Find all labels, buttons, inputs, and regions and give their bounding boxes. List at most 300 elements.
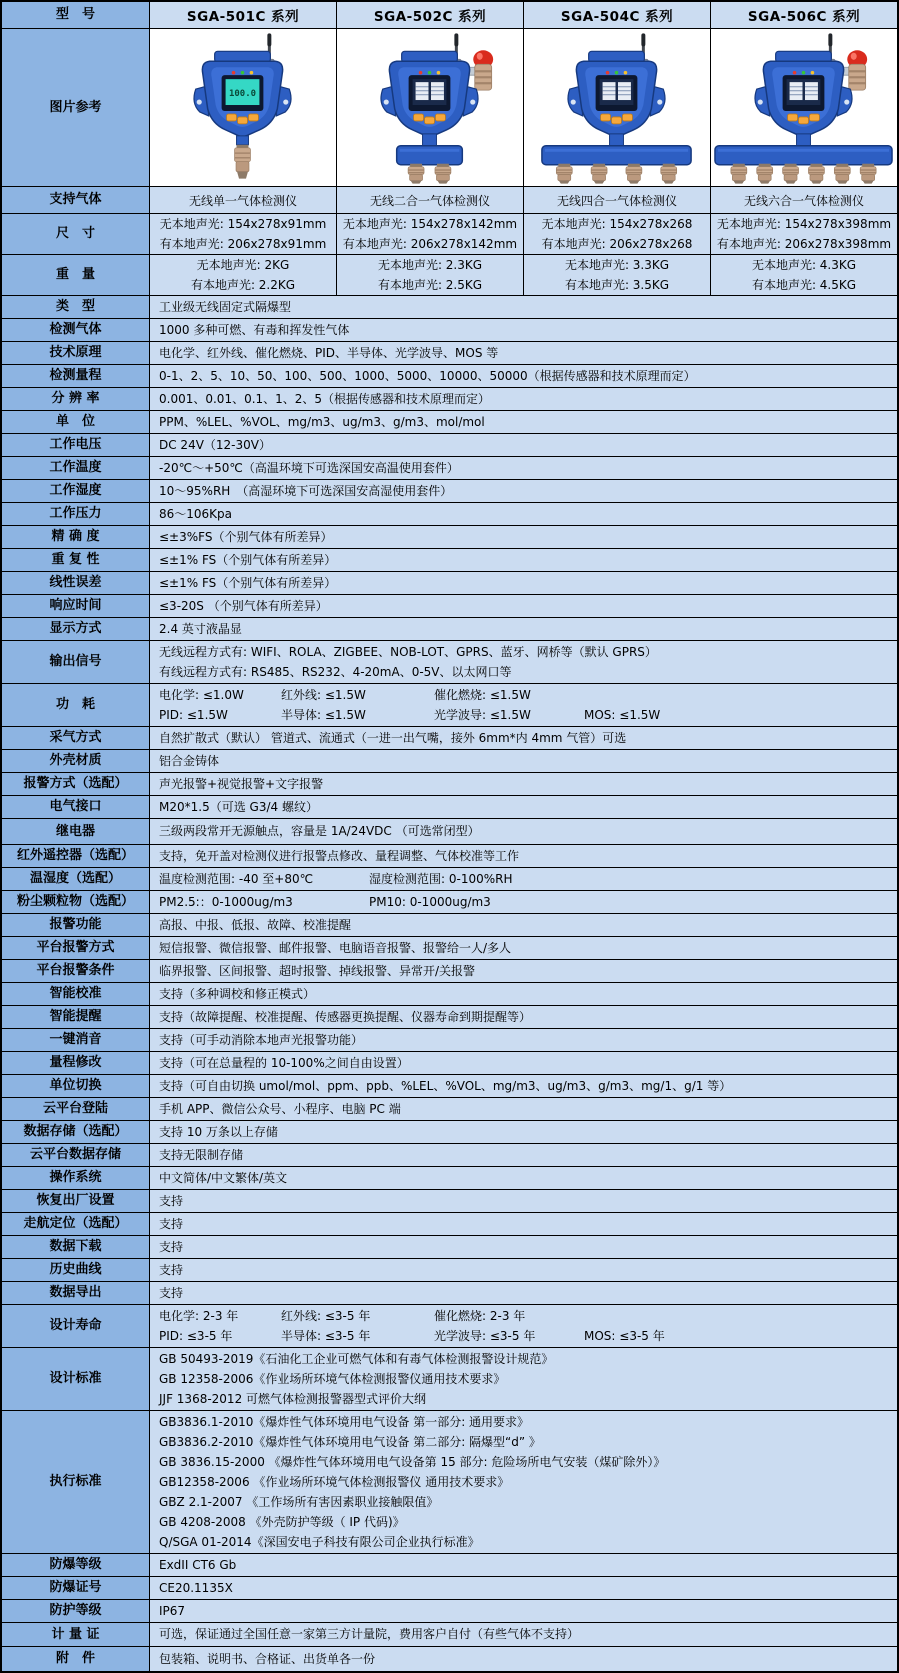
spec-row-work-humidity — [2, 480, 897, 503]
value-merged-dust — [150, 891, 897, 913]
spec-row-smart-cal — [2, 983, 897, 1006]
value-grid-line — [159, 869, 891, 889]
value-merged-detect-gas — [150, 319, 897, 341]
value-grid-cell: 温度检测范围: -40 至+80℃ — [159, 871, 314, 886]
spec-row-display — [2, 618, 897, 641]
spec-row-housing — [2, 750, 897, 773]
spec-row-temp-humidity — [2, 868, 897, 891]
value-line: 支持（可在总量程的 10-100%之间自由设置） — [159, 1055, 409, 1070]
row-label-platform-alarm-mode: 平台报警方式 — [2, 937, 150, 959]
value-line: 支持 — [159, 1193, 184, 1208]
value-merged-exd-grade — [150, 1554, 897, 1576]
value-line: 中文简体/中文繁体/英文 — [159, 1170, 288, 1185]
value-line: GB 50493-2019《石油化工企业可燃气体和有毒气体检测报警设计规范》 — [159, 1351, 554, 1366]
value-grid-cell: PID: ≤1.5W — [159, 707, 228, 722]
value-merged-cloud-login — [150, 1098, 897, 1120]
value-grid-cell: 红外线: ≤3-5 年 — [281, 1308, 371, 1323]
spec-row-detect-gas — [2, 319, 897, 342]
row-label-dust: 粉尘颗粒物（选配） — [2, 891, 150, 913]
spec-row-platform-alarm-cond — [2, 960, 897, 983]
spec-row-alarm-func — [2, 914, 897, 937]
value-merged-ir-remote — [150, 845, 897, 867]
spec-row-accuracy — [2, 526, 897, 549]
spec-row-dimensions — [2, 214, 897, 255]
value-merged-data-download — [150, 1236, 897, 1258]
value-line: 有本地声光: 206x278x268 — [541, 236, 693, 251]
value-merged-unit-switch — [150, 1075, 897, 1097]
spec-row-exec-standard — [2, 1411, 897, 1554]
value-grid-cell: 电化学: 2-3 年 — [159, 1308, 239, 1323]
value-line: GBZ 2.1-2007 《工作场所有害因素职业接触限值》 — [159, 1494, 439, 1509]
row-label-work-humidity: 工作湿度 — [2, 480, 150, 502]
value-cell-weight-col0 — [150, 255, 337, 295]
value-cell-dimensions-col0 — [150, 214, 337, 254]
value-line: 支持（故障提醒、校准提醒、传感器更换提醒、仪器寿命到期提醒等） — [159, 1009, 532, 1024]
value-line: DC 24V（12-30V） — [159, 437, 271, 452]
value-line: 铝合金铸体 — [159, 753, 220, 768]
value-line: 支持，免开盖对检测仪进行报警点修改、量程调整、气体校准等工作 — [159, 848, 520, 863]
row-label-linearity: 线性误差 — [2, 572, 150, 594]
sensor-head-icon — [591, 163, 607, 183]
value-line: 工业级无线固定式隔爆型 — [159, 299, 292, 314]
value-line: 支持 — [159, 1285, 184, 1300]
device-image-sga-504c — [524, 31, 710, 185]
value-line: 有本地声光: 4.5KG — [751, 277, 857, 292]
value-merged-design-life — [150, 1305, 897, 1347]
spec-row-exd-grade — [2, 1554, 897, 1577]
sensor-head-icon — [731, 163, 747, 183]
device-image-cells — [150, 29, 897, 186]
spec-row-data-export — [2, 1282, 897, 1305]
value-merged-type — [150, 296, 897, 318]
value-merged-smart-remind — [150, 1006, 897, 1028]
row-label-metrology: 计 量 证 — [2, 1623, 150, 1646]
value-line: 支持无限制存储 — [159, 1147, 244, 1162]
value-cell-weight-col1 — [337, 255, 524, 295]
value-line: 86～106Kpa — [159, 506, 233, 521]
row-label-dimensions: 尺 寸 — [2, 214, 150, 254]
row-label-type: 类 型 — [2, 296, 150, 318]
sensor-heads — [731, 163, 876, 183]
spec-row-range — [2, 365, 897, 388]
value-cell-dimensions-col3 — [711, 214, 897, 254]
image-reference-row — [2, 29, 897, 187]
value-merged-design-standard — [150, 1348, 897, 1410]
value-merged-accessories — [150, 1647, 897, 1671]
value-grid-line — [159, 1306, 891, 1326]
device-image-sga-501c — [150, 31, 336, 185]
device-image-cell-sga-501c — [150, 29, 337, 186]
value-grid-line — [159, 685, 891, 705]
column-header-sga-506c: SGA-506C 系列 — [711, 2, 897, 28]
value-cell-weight-col3 — [711, 255, 897, 295]
value-line: 无本地声光: 4.3KG — [751, 257, 857, 272]
value-line: 有本地声光: 206x278x91mm — [159, 236, 327, 251]
row-label-repeatability: 重 复 性 — [2, 549, 150, 571]
value-line: 无线远程方式有: WIFI、ROLA、ZIGBEE、NOB-LOT、GPRS、蓝牙、网桥等（默认 GPRS） — [159, 644, 657, 659]
value-merged-unit — [150, 411, 897, 433]
row-label-ip-grade: 防护等级 — [2, 1600, 150, 1622]
value-merged-data-storage — [150, 1121, 897, 1143]
value-merged-platform-alarm-cond — [150, 960, 897, 982]
value-merged-voltage — [150, 434, 897, 456]
sensor-heads — [556, 163, 676, 183]
row-label-accessories: 附 件 — [2, 1647, 150, 1671]
spec-row-cloud-login — [2, 1098, 897, 1121]
row-label-unit-switch: 单位切换 — [2, 1075, 150, 1097]
row-label-sampling: 采气方式 — [2, 727, 150, 749]
column-header-sga-501c: SGA-501C 系列 — [150, 2, 337, 28]
row-label-principle: 技术原理 — [2, 342, 150, 364]
row-label-housing: 外壳材质 — [2, 750, 150, 772]
value-line: 支持（可自由切换 umol/mol、ppm、ppb、%LEL、%VOL、mg/m3、ug/m3、g/m3、mg/1、g/1 等） — [159, 1078, 732, 1093]
value-merged-exec-standard — [150, 1411, 897, 1553]
row-label-resolution: 分 辨 率 — [2, 388, 150, 410]
value-line: 包装箱、说明书、合格证、出货单各一份 — [159, 1651, 376, 1666]
spec-row-mute — [2, 1029, 897, 1052]
row-label-design-life: 设计寿命 — [2, 1305, 150, 1347]
value-grid-cell: PM10: 0-1000ug/m3 — [369, 894, 491, 909]
value-grid-cell: 电化学: ≤1.0W — [159, 687, 244, 702]
value-line: 无本地声光: 154x278x268 — [541, 216, 693, 231]
row-label-data-export: 数据导出 — [2, 1282, 150, 1304]
value-line: 有本地声光: 206x278x142mm — [342, 236, 518, 251]
value-merged-alarm-func — [150, 914, 897, 936]
row-label-nav-location: 走航定位（选配） — [2, 1213, 150, 1235]
value-merged-repeatability — [150, 549, 897, 571]
value-line: CE20.1135X — [159, 1580, 233, 1595]
value-line: 三级两段常开无源触点，容量是 1A/24VDC （可选常闭型） — [159, 824, 480, 839]
sensor-head-icon — [235, 144, 251, 178]
value-grid-cell: 半导体: ≤3-5 年 — [281, 1328, 371, 1343]
value-line: 有本地声光: 2.5KG — [377, 277, 483, 292]
spec-row-factory-reset — [2, 1190, 897, 1213]
table-header-row — [2, 2, 897, 29]
spec-row-platform-alarm-mode — [2, 937, 897, 960]
value-line: 无本地声光: 154x278x398mm — [716, 216, 892, 231]
value-line: ≤3-20S （个别气体有所差异） — [159, 598, 328, 613]
spec-row-design-life — [2, 1305, 897, 1348]
row-label-exd-grade: 防爆等级 — [2, 1554, 150, 1576]
value-line: 自然扩散式（默认） 管道式、流通式（一进一出气嘴，接外 6mm*内 4mm 气管）可选 — [159, 730, 627, 745]
spec-row-weight — [2, 255, 897, 296]
value-line: ≤±3%FS（个别气体有所差异） — [159, 529, 333, 544]
value-line: 无本地声光: 3.3KG — [564, 257, 670, 272]
value-line: 有本地声光: 206x278x398mm — [716, 236, 892, 251]
spec-row-work-temp — [2, 457, 897, 480]
row-label-data-download: 数据下载 — [2, 1236, 150, 1258]
spec-row-unit-switch — [2, 1075, 897, 1098]
value-line: GB 12358-2006《作业场所环境气体检测报警仪通用技术要求》 — [159, 1371, 506, 1386]
value-line: 支持 — [159, 1239, 184, 1254]
row-label-unit: 单 位 — [2, 411, 150, 433]
row-label-ir-remote: 红外遥控器（选配） — [2, 845, 150, 867]
value-merged-temp-humidity — [150, 868, 897, 890]
spec-row-design-standard — [2, 1348, 897, 1411]
row-label-smart-remind: 智能提醒 — [2, 1006, 150, 1028]
value-merged-platform-alarm-mode — [150, 937, 897, 959]
column-header-sga-502c: SGA-502C 系列 — [337, 2, 524, 28]
spec-row-repeatability — [2, 549, 897, 572]
row-label-mute: 一键消音 — [2, 1029, 150, 1051]
row-label-range: 检测量程 — [2, 365, 150, 387]
row-label-cloud-login: 云平台登陆 — [2, 1098, 150, 1120]
value-line: M20*1.5（可选 G3/4 螺纹） — [159, 799, 318, 814]
sensor-head-icon — [435, 163, 451, 183]
row-label-smart-cal: 智能校准 — [2, 983, 150, 1005]
value-line: ≤±1% FS（个别气体有所差异） — [159, 552, 337, 567]
spec-row-smart-remind — [2, 1006, 897, 1029]
row-label-factory-reset: 恢复出厂设置 — [2, 1190, 150, 1212]
row-label-temp-humidity: 温湿度（选配） — [2, 868, 150, 890]
value-grid-cell: PID: ≤3-5 年 — [159, 1328, 233, 1343]
sensor-heads — [408, 163, 451, 183]
spec-row-dust — [2, 891, 897, 914]
value-line: 0.001、0.01、0.1、1、2、5（根据传感器和技术原理而定） — [159, 391, 491, 406]
value-line: GB3836.2-2010《爆炸性气体环境用电气设备 第二部分: 隔爆型“d” 》 — [159, 1434, 541, 1449]
value-grid-cell: 半导体: ≤1.5W — [281, 707, 366, 722]
value-line: Q/SGA 01-2014《深国安电子科技有限公司企业执行标准》 — [159, 1534, 480, 1549]
value-merged-electrical-port — [150, 796, 897, 818]
spec-row-unit — [2, 411, 897, 434]
value-cell-dimensions-col1 — [337, 214, 524, 254]
spec-row-electrical-port — [2, 796, 897, 819]
row-label-electrical-port: 电气接口 — [2, 796, 150, 818]
value-line: 可选，保证通过全国任意一家第三方计量院，费用客户自付（有些气体不支持） — [159, 1627, 580, 1642]
value-line: 无本地声光: 154x278x142mm — [342, 216, 518, 231]
svg-text:100.0: 100.0 — [229, 88, 256, 99]
spec-row-os — [2, 1167, 897, 1190]
value-cell-weight-col2 — [524, 255, 711, 295]
value-merged-output-signal — [150, 641, 897, 683]
manifold-bar — [397, 145, 463, 164]
value-merged-metrology — [150, 1623, 897, 1646]
value-line: PPM、%LEL、%VOL、mg/m3、ug/m3、g/m3、mol/mol — [159, 414, 485, 429]
spec-row-work-pressure — [2, 503, 897, 526]
value-grid-cell: 催化燃烧: 2-3 年 — [434, 1308, 526, 1323]
value-line: ≤±1% FS（个别气体有所差异） — [159, 575, 337, 590]
spec-row-linearity — [2, 572, 897, 595]
value-merged-factory-reset — [150, 1190, 897, 1212]
spec-row-power — [2, 684, 897, 727]
header-columns — [150, 2, 897, 28]
header-label-model: 型 号 — [2, 2, 150, 28]
value-line: ExdII CT6 Gb — [159, 1557, 237, 1572]
value-line: 无本地声光: 2.3KG — [377, 257, 483, 272]
value-cell-supported-gas-col1: 无线二合一气体检测仪 — [337, 187, 524, 213]
device-image-cell-sga-506c — [711, 29, 897, 186]
row-label-history-curve: 历史曲线 — [2, 1259, 150, 1281]
spec-row-ip-grade — [2, 1600, 897, 1623]
value-line: 无本地声光: 154x278x91mm — [159, 216, 327, 231]
row-label-design-standard: 设计标准 — [2, 1348, 150, 1410]
column-header-sga-504c: SGA-504C 系列 — [524, 2, 711, 28]
row-label-supported-gas: 支持气体 — [2, 187, 150, 213]
row-label-exd-cert: 防爆证号 — [2, 1577, 150, 1599]
sensor-head-icon — [860, 163, 876, 183]
row-label-image-reference: 图片参考 — [2, 29, 150, 186]
value-line: 有本地声光: 3.5KG — [564, 277, 670, 292]
spec-row-voltage — [2, 434, 897, 457]
value-line: 声光报警+视觉报警+文字报警 — [159, 776, 324, 791]
value-line: 高报、中报、低报、故障、校准提醒 — [159, 917, 352, 932]
spec-row-range-modify — [2, 1052, 897, 1075]
spec-row-ir-remote — [2, 845, 897, 868]
value-merged-power — [150, 684, 897, 726]
value-line: 2.4 英寸液晶显 — [159, 621, 242, 636]
value-merged-accuracy — [150, 526, 897, 548]
value-cell-supported-gas-col0: 无线单一气体检测仪 — [150, 187, 337, 213]
sensor-head-icon — [834, 163, 850, 183]
value-line: 无本地声光: 2KG — [196, 257, 290, 272]
spec-row-metrology — [2, 1623, 897, 1647]
row-label-relay: 继电器 — [2, 819, 150, 844]
manifold-bar — [542, 145, 691, 164]
value-merged-range — [150, 365, 897, 387]
value-merged-history-curve — [150, 1259, 897, 1281]
value-merged-principle — [150, 342, 897, 364]
value-merged-linearity — [150, 572, 897, 594]
value-line: GB 4208-2008 《外壳防护等级（ IP 代码)》 — [159, 1514, 405, 1529]
value-line: 10～95%RH （高湿环境下可选深国安高湿使用套件） — [159, 483, 453, 498]
value-cell-supported-gas-col3: 无线六合一气体检测仪 — [711, 187, 897, 213]
value-line: 有线远程方式有: RS485、RS232、4-20mA、0-5V、以太网口等 — [159, 664, 512, 679]
manifold-bar — [715, 145, 892, 164]
value-merged-nav-location — [150, 1213, 897, 1235]
row-label-data-storage: 数据存储（选配） — [2, 1121, 150, 1143]
row-label-work-pressure: 工作压力 — [2, 503, 150, 525]
spec-row-alarm-mode — [2, 773, 897, 796]
value-line: 短信报警、微信报警、邮件报警、电脑语音报警、报警给一人/多人 — [159, 940, 512, 955]
spec-row-relay — [2, 819, 897, 845]
sensor-head-icon — [408, 163, 424, 183]
value-merged-range-modify — [150, 1052, 897, 1074]
value-merged-work-humidity — [150, 480, 897, 502]
row-label-detect-gas: 检测气体 — [2, 319, 150, 341]
spec-row-accessories — [2, 1647, 897, 1671]
value-grid-cell: 催化燃烧: ≤1.5W — [434, 687, 531, 702]
value-merged-housing — [150, 750, 897, 772]
value-grid-cell: 红外线: ≤1.5W — [281, 687, 366, 702]
row-label-exec-standard: 执行标准 — [2, 1411, 150, 1553]
row-label-range-modify: 量程修改 — [2, 1052, 150, 1074]
spec-row-history-curve — [2, 1259, 897, 1282]
value-line: 支持（可手动消除本地声光报警功能） — [159, 1032, 364, 1047]
value-cell-dimensions-col2 — [524, 214, 711, 254]
value-line: 支持 — [159, 1262, 184, 1277]
row-label-response-time: 响应时间 — [2, 595, 150, 617]
value-cell-supported-gas-col2: 无线四合一气体检测仪 — [524, 187, 711, 213]
device-image-cell-sga-502c — [337, 29, 524, 186]
value-grid-cell: MOS: ≤3-5 年 — [584, 1328, 665, 1343]
value-line: 临界报警、区间报警、超时报警、掉线报警、异常开/关报警 — [159, 963, 476, 978]
value-line: 电化学、红外线、催化燃烧、PID、半导体、光学波导、MOS 等 — [159, 345, 499, 360]
value-grid-cell: 光学波导: ≤1.5W — [434, 707, 531, 722]
value-line: 支持 — [159, 1216, 184, 1231]
row-label-platform-alarm-cond: 平台报警条件 — [2, 960, 150, 982]
row-label-power: 功 耗 — [2, 684, 150, 726]
spec-row-resolution — [2, 388, 897, 411]
device-image-sga-506c — [711, 31, 897, 185]
value-line: 支持 10 万条以上存储 — [159, 1124, 278, 1139]
value-merged-relay — [150, 819, 897, 844]
spec-row-exd-cert — [2, 1577, 897, 1600]
value-merged-os — [150, 1167, 897, 1189]
value-merged-mute — [150, 1029, 897, 1051]
value-merged-data-export — [150, 1282, 897, 1304]
value-merged-sampling — [150, 727, 897, 749]
value-grid-cell: PM2.5:：0-1000ug/m3 — [159, 894, 293, 909]
sensor-head-icon — [556, 163, 572, 183]
value-line: GB 3836.15-2000 《爆炸性气体环境用电气设备第 15 部分: 危险场所电气安装（煤矿除外）》 — [159, 1454, 666, 1469]
spec-row-supported-gas — [2, 187, 897, 214]
value-line: 手机 APP、微信公众号、小程序、电脑 PC 端 — [159, 1101, 401, 1116]
value-merged-resolution — [150, 388, 897, 410]
value-grid-line — [159, 892, 891, 912]
row-label-display: 显示方式 — [2, 618, 150, 640]
sensor-head-icon — [661, 163, 677, 183]
value-line: 有本地声光: 2.2KG — [190, 277, 296, 292]
value-merged-response-time — [150, 595, 897, 617]
value-line: JJF 1368-2012 可燃气体检测报警器型式评价大纲 — [159, 1391, 427, 1406]
value-grid-line — [159, 705, 891, 725]
value-line: 0-1、2、5、10、50、100、500、1000、5000、10000、50000（根据传感器和技术原理而定） — [159, 368, 696, 383]
value-line: GB12358-2006 《作业场所环境气体检测报警仪 通用技术要求》 — [159, 1474, 510, 1489]
value-grid-line — [159, 1326, 891, 1346]
value-merged-work-temp — [150, 457, 897, 479]
row-label-alarm-func: 报警功能 — [2, 914, 150, 936]
row-label-voltage: 工作电压 — [2, 434, 150, 456]
spec-row-type — [2, 296, 897, 319]
spec-row-sampling — [2, 727, 897, 750]
value-line: 1000 多种可燃、有毒和挥发性气体 — [159, 322, 350, 337]
value-merged-smart-cal — [150, 983, 897, 1005]
value-merged-exd-cert — [150, 1577, 897, 1599]
row-label-output-signal: 输出信号 — [2, 641, 150, 683]
value-merged-ip-grade — [150, 1600, 897, 1622]
device-image-cell-sga-504c — [524, 29, 711, 186]
row-label-accuracy: 精 确 度 — [2, 526, 150, 548]
sensor-head-icon — [808, 163, 824, 183]
spec-row-principle — [2, 342, 897, 365]
sensor-head-icon — [757, 163, 773, 183]
row-label-os: 操作系统 — [2, 1167, 150, 1189]
row-label-alarm-mode: 报警方式（选配） — [2, 773, 150, 795]
row-label-work-temp: 工作温度 — [2, 457, 150, 479]
value-grid-cell: MOS: ≤1.5W — [584, 707, 661, 722]
spec-row-response-time — [2, 595, 897, 618]
value-line: IP67 — [159, 1603, 186, 1618]
value-merged-cloud-storage — [150, 1144, 897, 1166]
value-merged-work-pressure — [150, 503, 897, 525]
row-label-weight: 重 量 — [2, 255, 150, 295]
spec-rows — [2, 187, 897, 1671]
spec-row-output-signal — [2, 641, 897, 684]
device-image-sga-502c — [337, 31, 523, 185]
sensor-head-icon — [783, 163, 799, 183]
spec-row-data-storage — [2, 1121, 897, 1144]
spec-row-nav-location — [2, 1213, 897, 1236]
value-grid-cell: 湿度检测范围: 0-100%RH — [369, 871, 513, 886]
value-grid-cell: 光学波导: ≤3-5 年 — [434, 1328, 536, 1343]
value-line: -20℃～+50℃（高温环境下可选深国安高温使用套件） — [159, 460, 459, 475]
row-label-cloud-storage: 云平台数据存储 — [2, 1144, 150, 1166]
value-line: 支持（多种调校和修正模式） — [159, 986, 316, 1001]
value-line: GB3836.1-2010《爆炸性气体环境用电气设备 第一部分: 通用要求》 — [159, 1414, 530, 1429]
value-merged-alarm-mode — [150, 773, 897, 795]
spec-row-data-download — [2, 1236, 897, 1259]
spec-row-cloud-storage — [2, 1144, 897, 1167]
